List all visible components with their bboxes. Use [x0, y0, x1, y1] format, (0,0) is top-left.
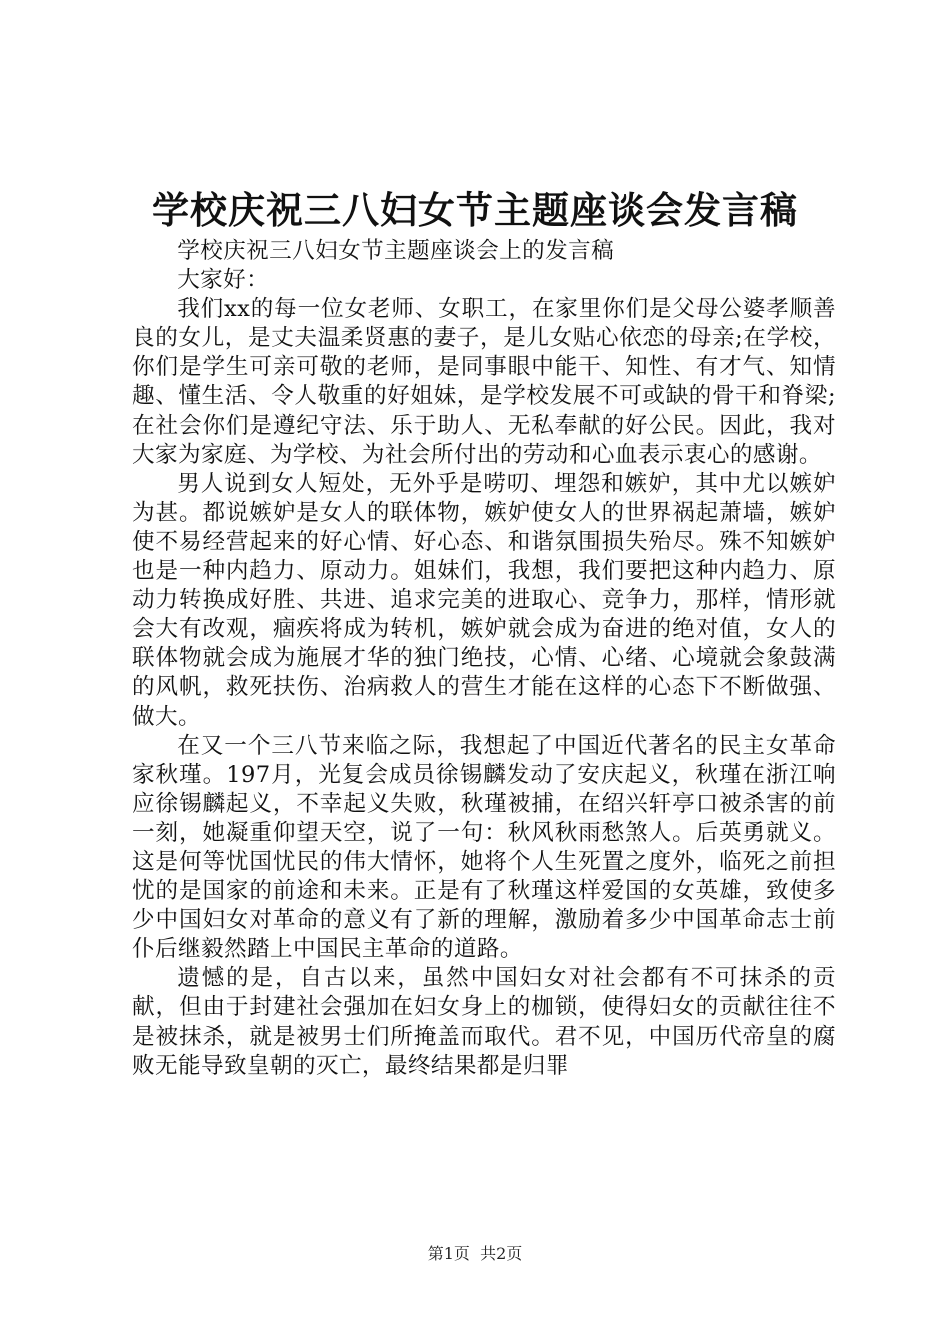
- page-number: 第1页 共2页: [427, 1244, 523, 1263]
- body-paragraph: 在又一个三八节来临之际，我想起了中国近代著名的民主女革命家秋瑾。197月，光复会成员徐锡麟发动了安庆起义，秋瑾在浙江响应徐锡麟起义，不幸起义失败，秋瑾被捕，在绍兴轩亭口被杀害的前一刻，她凝重仰望天空，说了一句：秋风秋雨愁煞人。后英勇就义。这是何等忧国忧民的伟大情怀，她将个人生死置之度外，临死之前担忧的是国家的前途和未来。正是有了秋瑾这样爱国的女英雄，致使多少中国妇女对革命的意义有了新的理解，激励着多少中国革命志士前仆后继毅然踏上中国民主革命的道路。: [132, 732, 836, 963]
- page-footer: [0, 1244, 950, 1264]
- document-title: 学校庆祝三八妇女节主题座谈会发言稿: [152, 188, 798, 232]
- body-paragraph: 遗憾的是，自古以来，虽然中国妇女对社会都有不可抹杀的贡献，但由于封建社会强加在妇女身上的枷锁，使得妇女的贡献往往不是被抹杀，就是被男士们所掩盖而取代。君不见，中国历代帝皇的腐败无能导致皇朝的灭亡，最终结果都是归罪: [132, 965, 836, 1079]
- body-paragraph: 男人说到女人短处，无外乎是唠叨、埋怨和嫉妒，其中尤以嫉妒为甚。都说嫉妒是女人的联体物，嫉妒使女人的世界祸起萧墙，嫉妒使不易经营起来的好心情、好心态、和谐氛围损失殆尽。殊不知嫉妒也是一种内趋力、原动力。姐妹们，我想，我们要把这种内趋力、原动力转换成好胜、共进、追求完美的进取心、竞争力，那样，情形就会大有改观，痼疾将成为转机，嫉妒就会成为奋进的绝对值，女人的联体物就会成为施展才华的独门绝技，心情、心绪、心境就会象鼓满的风帆，救死扶伤、治病救人的营生才能在这样的心态下不断做强、做大。: [132, 470, 836, 730]
- subtitle-paragraph: 学校庆祝三八妇女节主题座谈会上的发言稿: [177, 238, 615, 264]
- greeting-paragraph: 大家好：: [177, 267, 270, 294]
- document-body: [132, 237, 836, 1081]
- body-paragraph: 我们xx的每一位女老师、女职工，在家里你们是父母公婆孝顺善良的女儿，是丈夫温柔贤惠的妻子，是儿女贴心依恋的母亲;在学校，你们是学生可亲可敬的老师，是同事眼中能干、知性、有才气、知情趣、懂生活、令人敬重的好姐妹，是学校发展不可或缺的骨干和脊梁;在社会你们是遵纪守法、乐于助人、无私奉献的好公民。因此，我对大家为家庭、为学校、为社会所付出的劳动和心血表示衷心的感谢。: [132, 296, 836, 468]
